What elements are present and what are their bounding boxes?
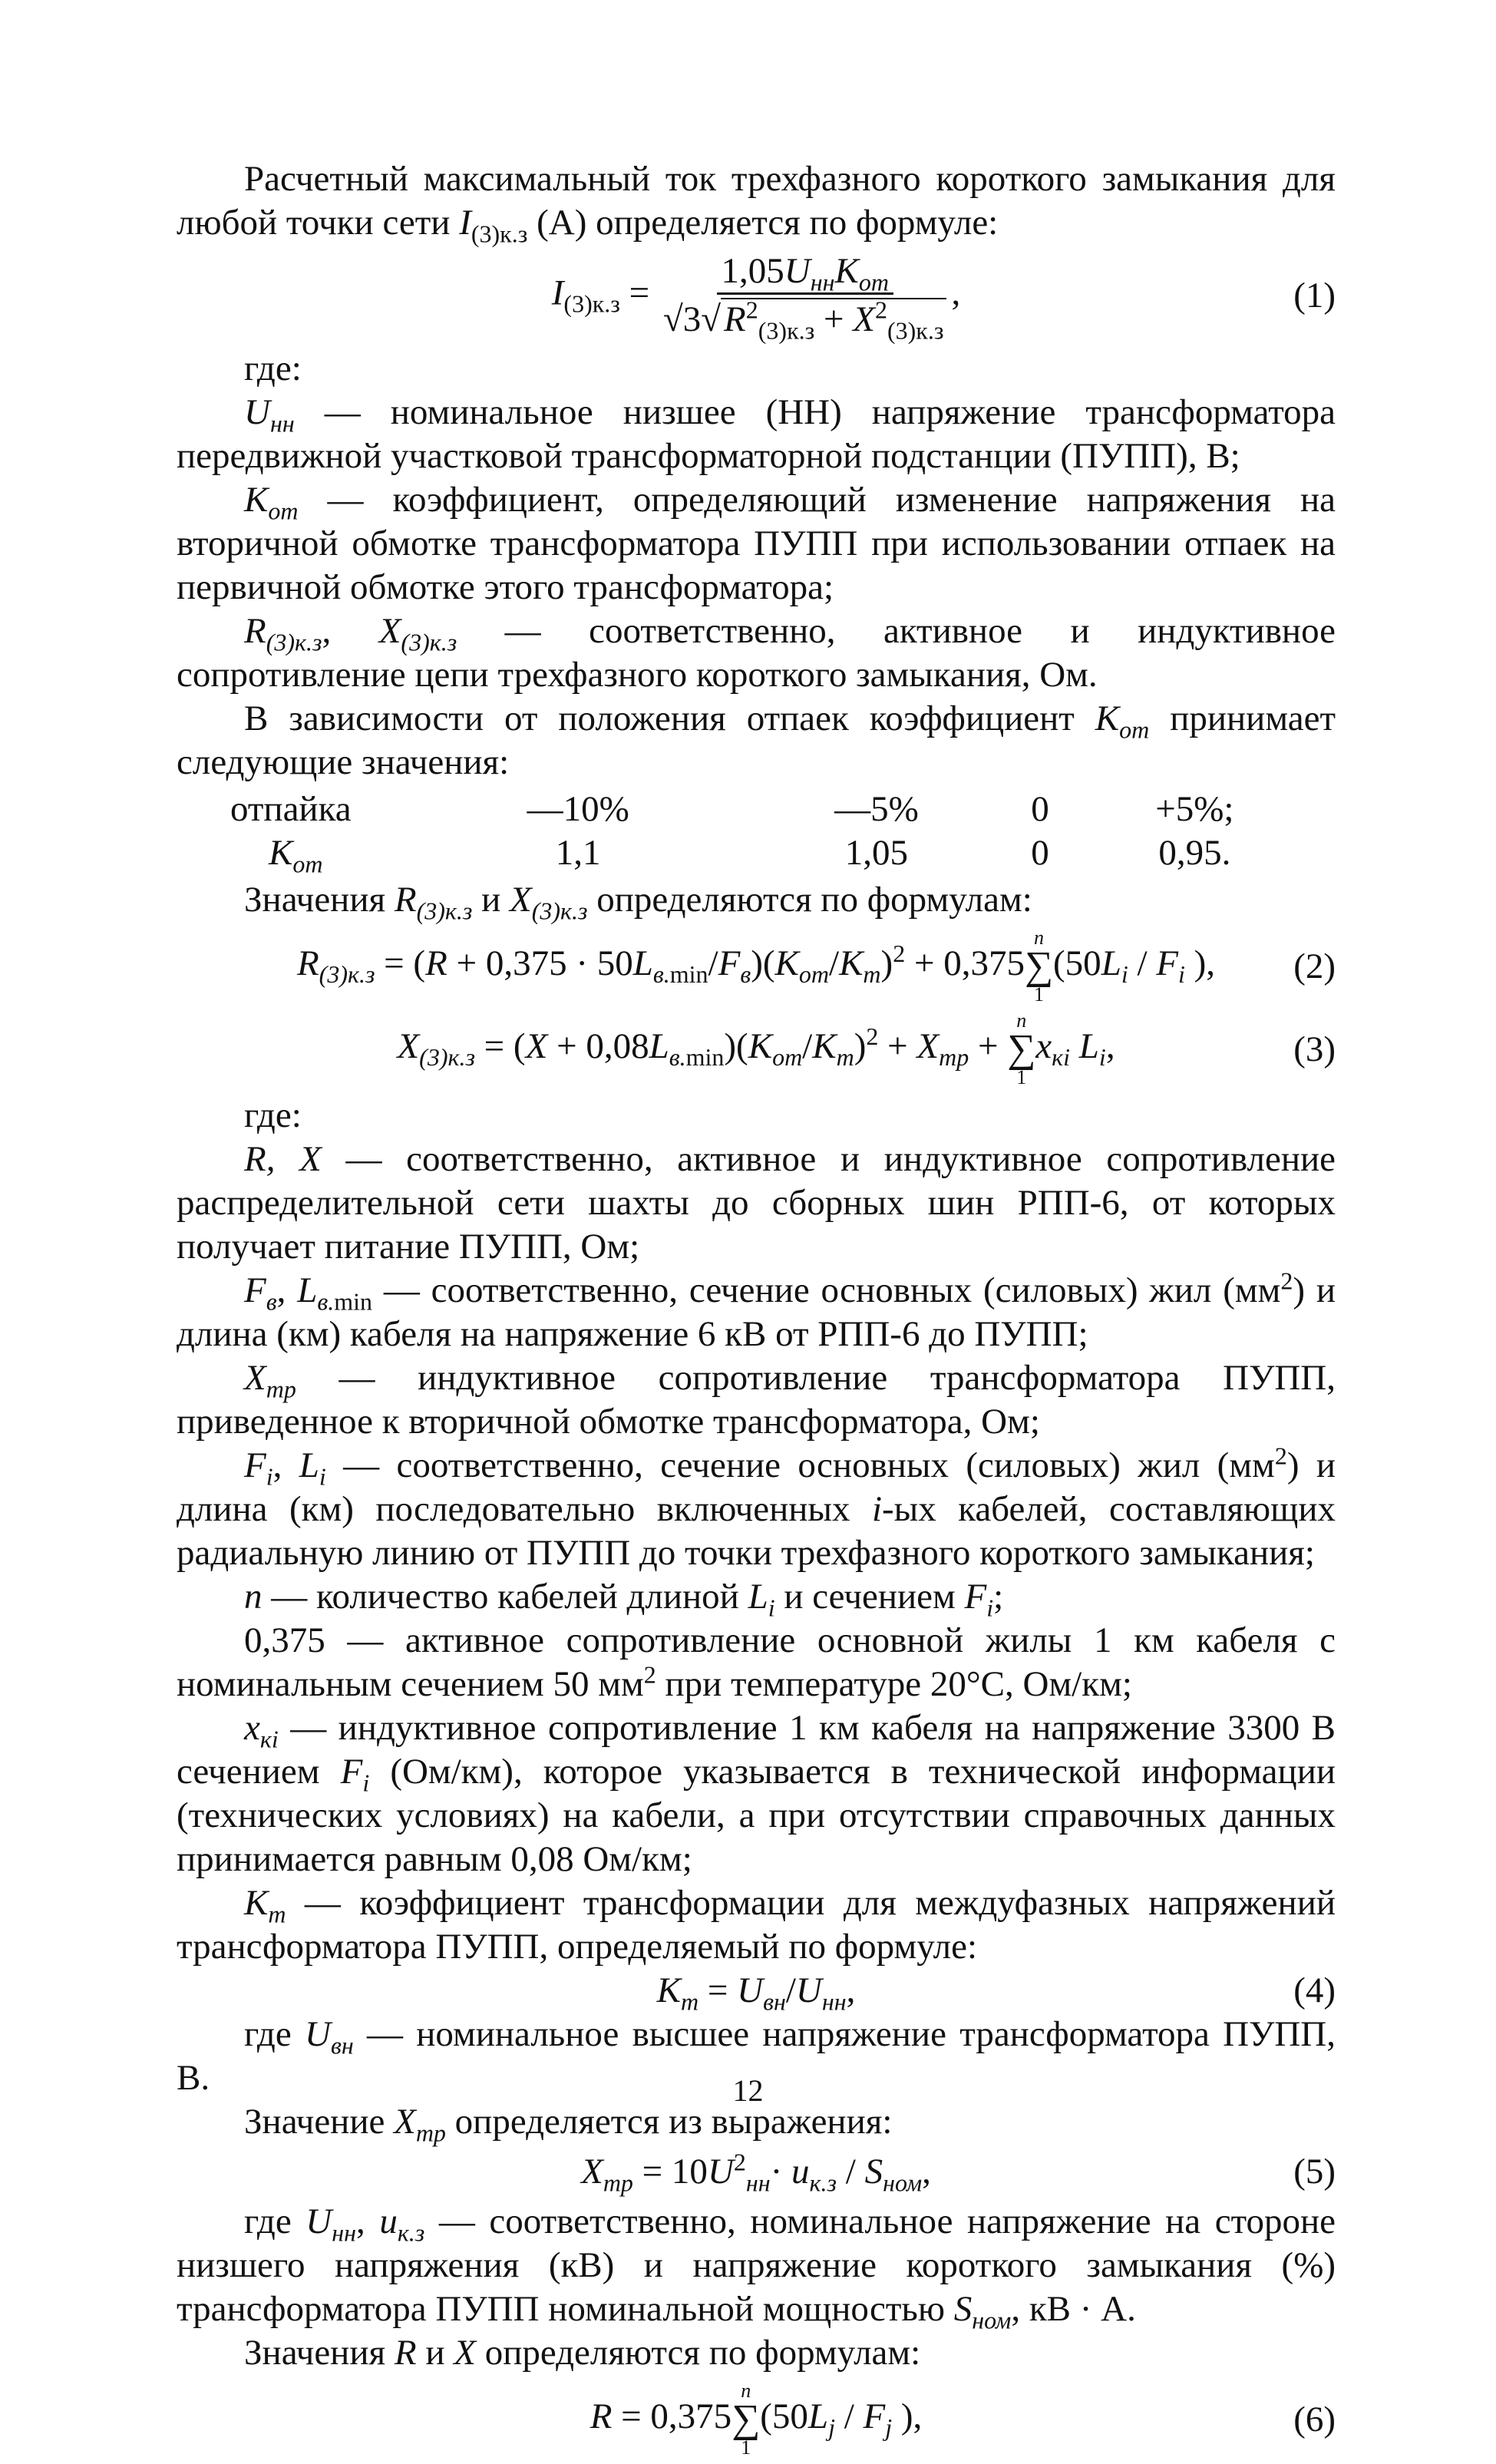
eq1-U-sub: нн xyxy=(810,268,835,296)
dependence-sub: от xyxy=(1119,715,1150,744)
def-uvn-text: — номинальное высшее напряжение трансформатора ПУПП, В. xyxy=(177,2014,1336,2098)
def-rx3-X-sub: (3)к.з xyxy=(401,628,457,656)
eq3-body: $X_{(3)к.з} = (X + 0,08L_{в.min})(K_{от}/K_т)^2 + X_{тр}$ + n ∑ 1 $x_{кi}$ $L_i$, xyxy=(397,1009,1115,1088)
taps-k-label xyxy=(230,831,414,878)
equation-2 xyxy=(177,928,1336,1005)
eq1-lhs: I xyxy=(551,272,564,313)
values-before: Значения xyxy=(244,880,395,920)
values-R-sub: (3)к.з xyxy=(416,897,473,925)
eq1-body: $I_{(3)к.з}$ = $\frac{1,05U_{нн}K_{от}}{√3√R^2_{(3)к.з} + X^2_{(3)к.з}}$ , xyxy=(551,251,961,345)
dependence-after: принимает следующие значения: xyxy=(177,699,1336,782)
eq6-sum-upper: n xyxy=(741,2380,751,2402)
def-rx3-R-sub: (3)к.з xyxy=(266,628,322,656)
def-kot xyxy=(177,478,1336,609)
eq1-numerator xyxy=(717,251,893,295)
taps-k-sub: от xyxy=(292,850,323,878)
taps-cell: 0,95. xyxy=(1158,833,1231,873)
intro-text: Расчетный максимальный ток трехфазного короткого замыкания для любой точки сети xyxy=(177,159,1336,243)
eq1-K: K xyxy=(834,251,859,291)
def-fi-li: $F_i$, $L_i$ — соответственно, сечение основных (силовых) жил $(мм^2)$ и длина (км) последовательно включенных i-ых кабелей, составляющих радиальную линию от ПУПП до точки трехфазного короткого замыкания; xyxy=(177,1442,1336,1573)
values-R: R xyxy=(394,880,417,920)
eq1-number: (1) xyxy=(1293,276,1336,315)
taps-row-k xyxy=(230,831,1320,875)
equation-1 xyxy=(177,251,1336,345)
eq2-sum-upper: n xyxy=(1033,926,1044,949)
eq1-fraction xyxy=(662,251,947,345)
taps-table xyxy=(230,788,1320,878)
eq5-body: $X_{тр} = 10U^2_{нн}\cdot u_{к.з} / S_{ном}$, xyxy=(581,2148,931,2197)
def-rx3-text: — соответственно, активное и индуктивное сопротивление цепи трехфазного короткого замыкания, Ом. xyxy=(177,611,1336,695)
def-rx3-R: R xyxy=(244,611,266,651)
def-kot-sub: от xyxy=(268,497,299,525)
taps-cell: 1,1 xyxy=(555,833,601,873)
def-kot-sym: K xyxy=(244,480,269,520)
where-label-2: где: xyxy=(244,1095,302,1135)
eq1-lhs-sub: (3)к.з xyxy=(563,289,620,318)
def-n: n — количество кабелей длиной $L_i$ и сечением $F_i$; xyxy=(244,1577,1004,1622)
values-line xyxy=(177,878,1336,925)
eq1-R-sub: (3)к.з xyxy=(758,316,815,345)
values-mid: и xyxy=(472,880,510,920)
equation-3 xyxy=(177,1011,1336,1088)
taps-k-sym: K xyxy=(269,833,293,873)
def-fv-text: — соответственно, сечение основных (силовых) жил (мм xyxy=(372,1270,1281,1310)
xtr-after: определяется из выражения: xyxy=(445,2102,893,2142)
def-unn-sub: нн xyxy=(269,409,295,438)
eq1-K-sub: от xyxy=(858,268,889,296)
equation-5 xyxy=(177,2148,1336,2197)
def-r-x-sym: R, X xyxy=(244,1139,322,1179)
def-unn-uk-before: где xyxy=(244,2201,306,2241)
def-fv: $F_в$, $L_{в.min}$ — соответственно, сечение основных (силовых) жил $(мм^2)$ и длина (км) кабеля на напряжение 6 кВ от РПП-6 до ПУПП; xyxy=(177,1267,1336,1354)
intro-tail: (А) определяется по формуле: xyxy=(537,203,999,243)
where-label-1: где: xyxy=(244,348,302,388)
def-kot-text: — коэффициент, определяющий изменение напряжения на вторичной обмотке трансформатора ПУПП при использовании отпаек на первичной обмотке этого трансформатора; xyxy=(177,480,1336,607)
def-xtr-text: — индуктивное сопротивление трансформатора ПУПП, приведенное к вторичной обмотке трансформатора, Ом; xyxy=(177,1358,1336,1442)
eq1-denominator: $√3√R^2_{(3)к.з} + X^2_{(3)к.з}$ xyxy=(663,295,947,341)
def-unn-uk: где $U_{нн}$, $u_{к.з}$ — соответственно, номинальное напряжение на стороне низшего напряжения (кВ) и напряжение короткого замыкания (%) трансформатора ПУПП номинальной мощностью $S_{ном}$, кВ · А. xyxy=(177,2201,1336,2334)
def-fv-text2: ) и длина (км) кабеля на напряжение 6 кВ от РПП-6 до ПУПП; xyxy=(177,1270,1336,1354)
def-unn xyxy=(177,391,1336,478)
rx-mid: и xyxy=(416,2333,454,2373)
eq2-number: (2) xyxy=(1293,946,1336,986)
eq6-body: R = 0,375 n ∑ 1 ($50L_j / F_j$ ), xyxy=(589,2380,923,2459)
eq1-root3: √3 xyxy=(662,299,702,339)
def-unn-uk-after: , кВ · А. xyxy=(1011,2289,1136,2329)
equation-6 xyxy=(177,2381,1336,2458)
def-rx3: $R_{(3)к.з}$, $X_{(3)к.з}$ — соответственно, активное и индуктивное сопротивление цепи трехфазного короткого замыкания, Ом. xyxy=(177,611,1336,695)
dependence-before: В зависимости от положения отпаек коэффициент xyxy=(244,699,1095,738)
eq1-X: X xyxy=(853,299,875,339)
eq6-sum-lower: 1 xyxy=(741,2436,751,2459)
document-page xyxy=(177,157,1336,2464)
def-xki-text: — индуктивное сопротивление 1 км кабеля на напряжение 3300 В сечением xyxy=(177,1708,1336,1792)
eq3-sum: n ∑ 1 xyxy=(1007,1009,1036,1088)
taps-row-tap xyxy=(230,788,1320,831)
taps-cell: отпайка xyxy=(230,789,352,829)
eq3-sum-upper: n xyxy=(1016,1009,1027,1032)
page-number: 12 xyxy=(732,2073,764,2108)
rx-after: определяются по формулам: xyxy=(475,2333,921,2373)
def-xtr: $X_{тр}$ — индуктивное сопротивление трансформатора ПУПП, приведенное к вторичной обмотке трансформатора, Ом; xyxy=(177,1358,1336,1442)
def-uvn-before: где xyxy=(244,2014,305,2054)
eq1-R: R xyxy=(724,299,746,339)
def-xki: $x_{кi}$ — индуктивное сопротивление 1 км кабеля на напряжение 3300 В сечением $F_i$ (Ом/км), которое указывается в технической информации (технических условиях) на кабели, а при отсутствии справочных данных принимается равным 0,08 Ом/км; xyxy=(177,1708,1336,1879)
rx-line: Значения R и X определяются по формулам: xyxy=(244,2333,921,2373)
eq6-number: (6) xyxy=(1293,2399,1336,2439)
values-after: определяются по формулам: xyxy=(587,880,1032,920)
dependence-sym: K xyxy=(1095,699,1120,738)
def-unn-uk-text: — соответственно, номинальное напряжение на стороне низшего напряжения (кВ) и напряжение короткого замыкания (%) трансформатора ПУПП номинальной мощностью xyxy=(177,2201,1336,2329)
taps-cell: 0 xyxy=(1031,833,1049,873)
def-uvn: где $U_{вн}$ — номинальное высшее напряжение трансформатора ПУПП, В. xyxy=(177,2014,1336,2098)
intro-paragraph xyxy=(177,157,1336,248)
def-kt: $K_т$ — коэффициент трансформации для междуфазных напряжений трансформатора ПУПП, определяемый по формуле: xyxy=(177,1883,1336,1967)
def-fi-li-i: i xyxy=(871,1489,882,1529)
def-n-text: — количество кабелей длиной xyxy=(262,1577,748,1617)
values-X-sub: (3)к.з xyxy=(531,897,588,925)
sym-I: I xyxy=(459,203,471,243)
eq1-radicand: $R^2_{(3)к.з} + X^2_{(3)к.з}$ xyxy=(721,298,946,339)
def-kt-text: — коэффициент трансформации для междуфазных напряжений трансформатора ПУПП, определяемый по формуле: xyxy=(177,1883,1336,1967)
def-rx3-X: X xyxy=(378,611,401,651)
eq4-number: (4) xyxy=(1293,1970,1336,2010)
xtr-line: Значение $X_{тр}$ определяется из выражения: xyxy=(244,2102,893,2147)
def-0375-text: 0,375 — активное сопротивление основной жилы 1 км кабеля с номинальным сечением 50 мм xyxy=(177,1620,1336,1704)
equation-4 xyxy=(177,1969,1336,2016)
eq1-X-sub: (3)к.з xyxy=(887,316,944,345)
def-0375: 0,375 — активное сопротивление основной жилы 1 км кабеля с номинальным сечением 50 $мм^2$ при температуре 20°С, Ом/км; xyxy=(177,1620,1336,1704)
eq1-coef: 1,05 xyxy=(721,251,784,291)
taps-cell: 0 xyxy=(1031,789,1049,829)
taps-cell: +5%; xyxy=(1155,789,1234,829)
def-unn-sym: U xyxy=(244,392,270,432)
def-fi-li-text: — соответственно, сечение основных (силовых) жил (мм xyxy=(325,1445,1275,1485)
def-unn-text: — номинальное низшее (НН) напряжение трансформатора передвижной участковой трансформаторной подстанции (ПУПП), В; xyxy=(177,392,1336,476)
eq4-body: $K_т = U_{вн}/U_{нн}$, xyxy=(656,1970,856,2016)
rx-before: Значения xyxy=(244,2333,395,2373)
taps-cell: 1,05 xyxy=(844,833,909,873)
def-r-x-text: — соответственно, активное и индуктивное сопротивление распределительной сети шахты до сборных шин РПП-6, от которых получает питание ПУПП, Ом; xyxy=(177,1139,1336,1267)
taps-cell: —5% xyxy=(834,789,919,829)
taps-cell: —10% xyxy=(527,789,629,829)
eq2-sum: n ∑ 1 xyxy=(1024,926,1054,1006)
eq2-sum-lower: 1 xyxy=(1033,983,1044,1006)
def-r-x xyxy=(177,1138,1336,1269)
def-0375-text2: при температуре 20°С, Ом/км; xyxy=(656,1664,1132,1704)
eq6-sum: n ∑ 1 xyxy=(731,2380,761,2459)
sym-I-sub: (3)к.з xyxy=(471,220,528,248)
eq3-sum-lower: 1 xyxy=(1016,1066,1027,1088)
eq2-body: $R_{(3)к.з} = (R + 0,375 \cdot 50L_{в.min}/F_в)(K_{от}/K_т)^2 + 0,375$ n ∑ 1 ($50L_i / F_i$ ), xyxy=(296,926,1216,1006)
eq5-number: (5) xyxy=(1293,2152,1336,2192)
def-fi-li-text2: ) и длина (км) последовательно включенных xyxy=(177,1445,1336,1529)
def-xki-text2: (Ом/км), которое указывается в технической информации (технических условиях) на кабели, а при отсутствии справочных данных принимается равным 0,08 Ом/км; xyxy=(177,1752,1336,1879)
def-n-mid: и сечением xyxy=(774,1577,965,1617)
dependence-paragraph xyxy=(177,697,1336,784)
def-fi-li-text3: -ых кабелей, составляющих радиальную линию от ПУПП до точки трехфазного короткого замыкания; xyxy=(177,1489,1336,1573)
eq1-U: U xyxy=(784,251,811,291)
values-X: X xyxy=(510,880,532,920)
xtr-before: Значение xyxy=(244,2102,395,2142)
eq3-number: (3) xyxy=(1293,1029,1336,1069)
